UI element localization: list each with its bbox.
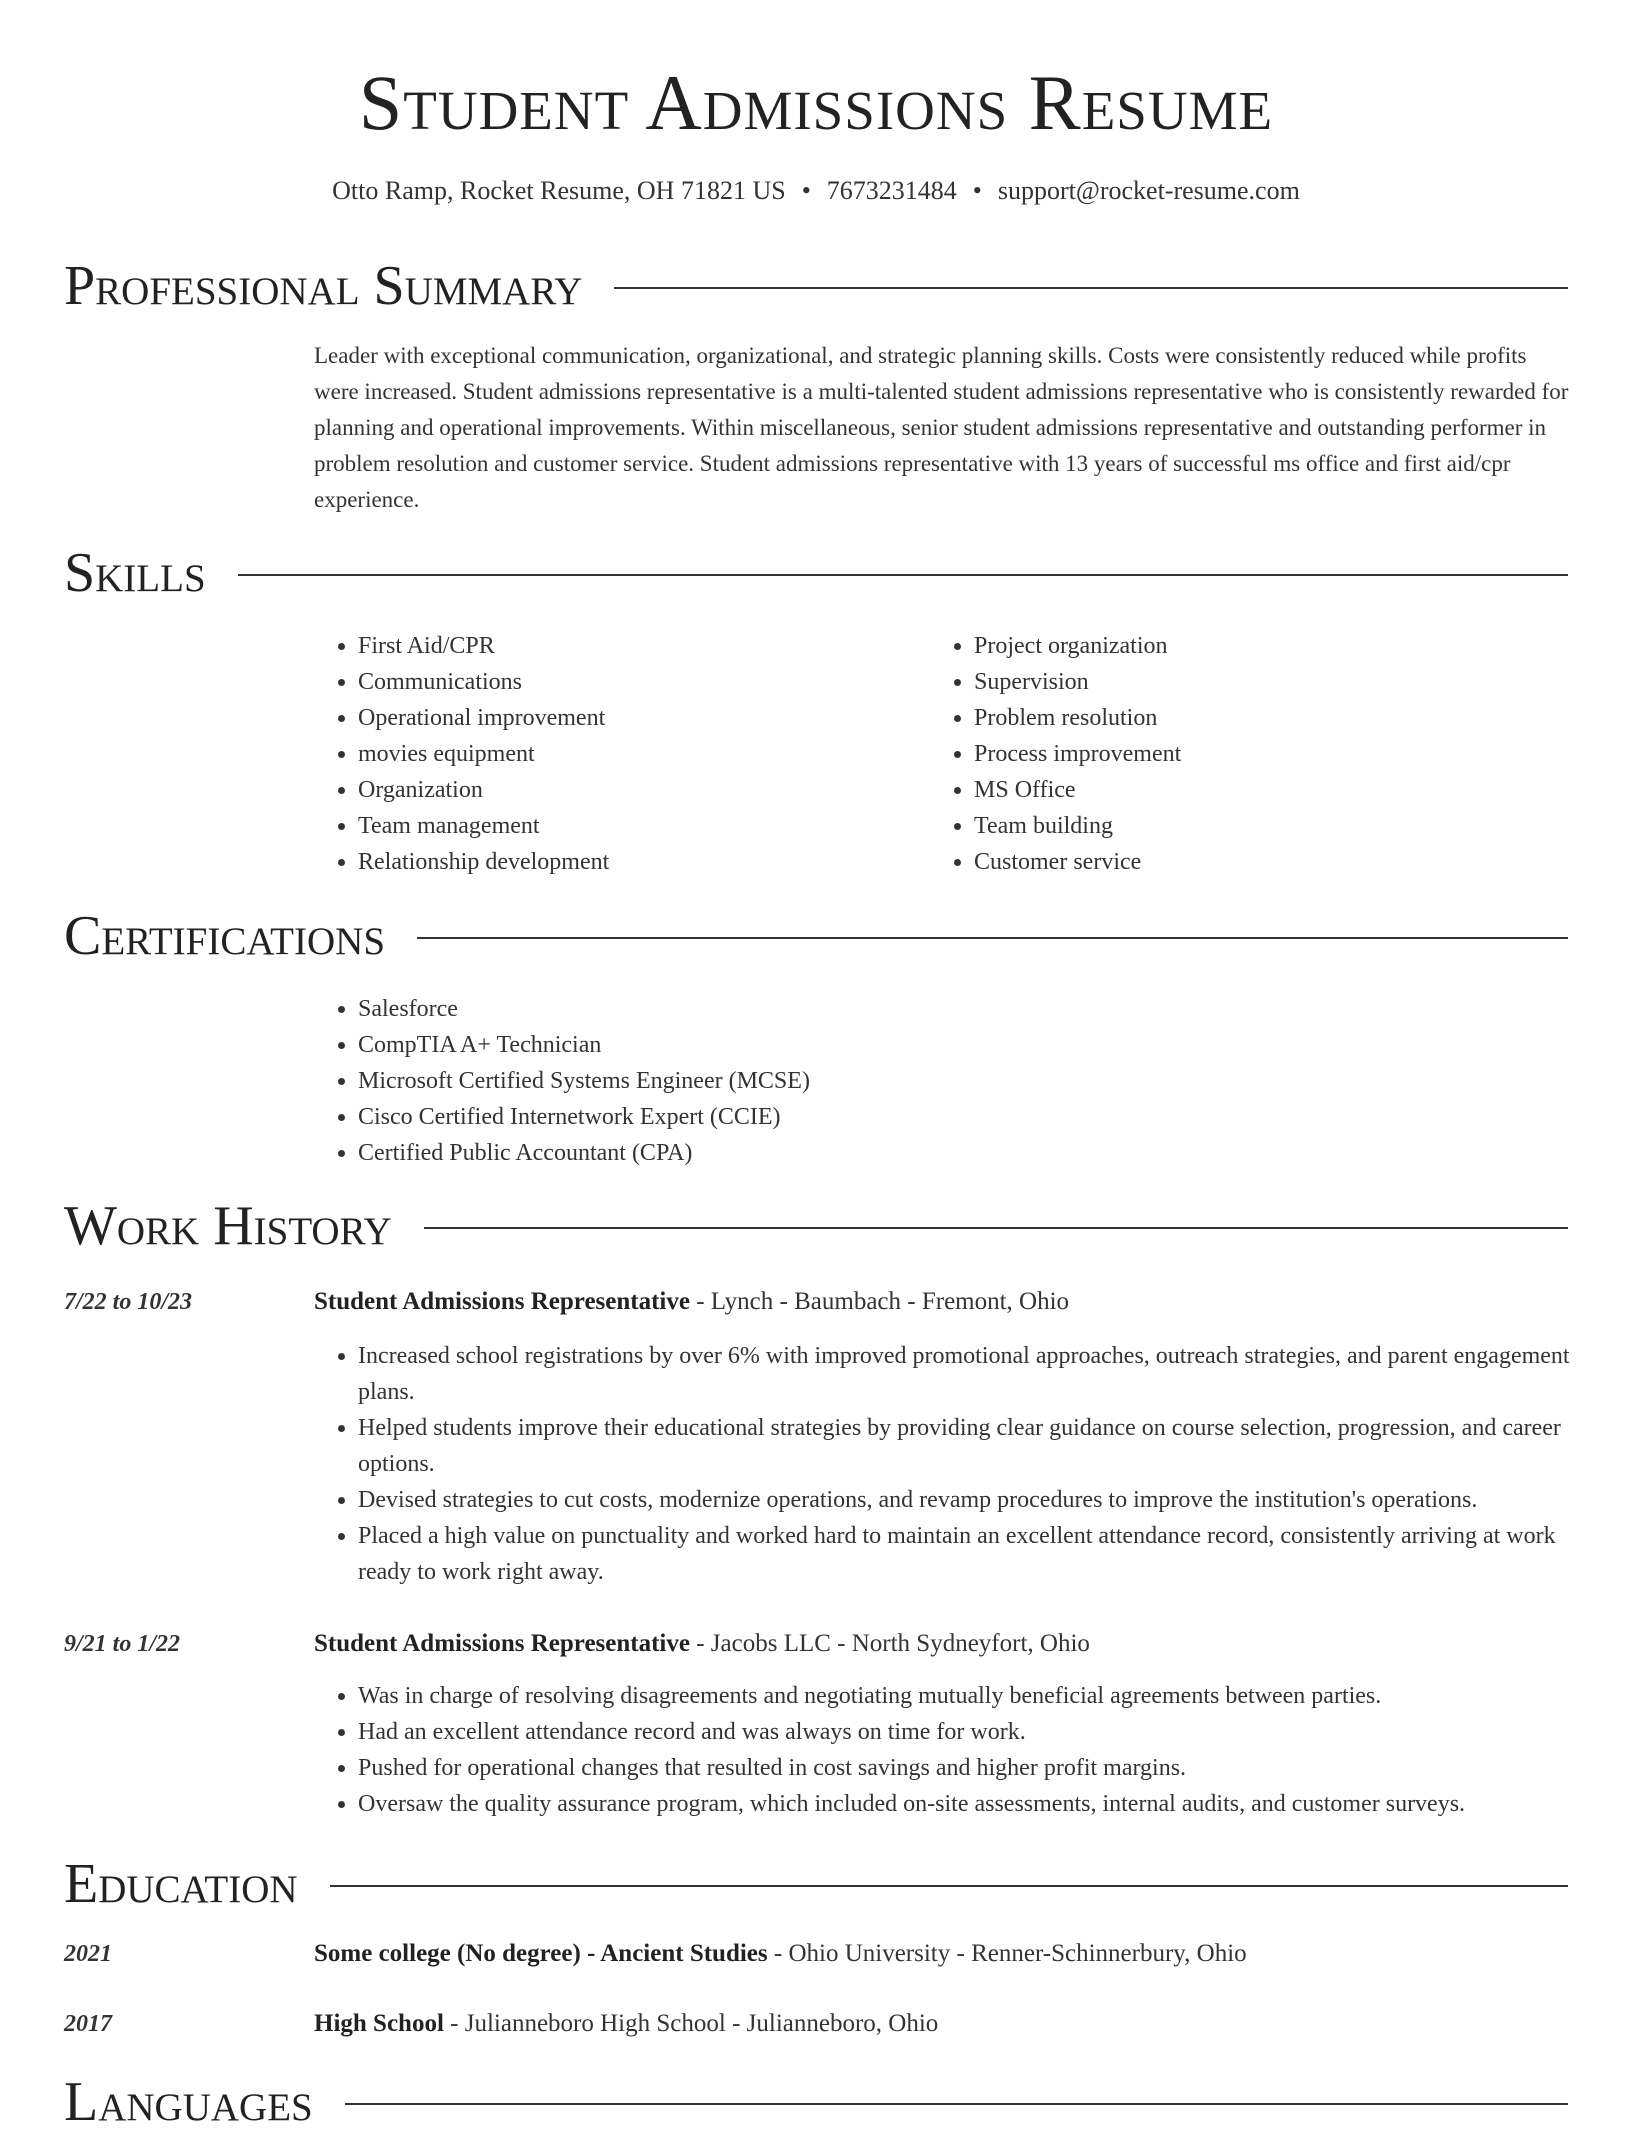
job-dates: 9/21 to 1/22 xyxy=(64,1631,181,1657)
contact-address: Otto Ramp, Rocket Resume, OH 71821 US xyxy=(332,176,786,205)
skills-section-header xyxy=(64,541,1568,605)
education-year: 2017 xyxy=(64,2011,112,2037)
certification-item: • Certified Public Accountant (CPA) xyxy=(358,1135,1514,1171)
job-title: Student Admissions Representative xyxy=(314,1630,690,1657)
job-bullets xyxy=(314,1678,1574,1822)
section-divider xyxy=(417,937,1568,939)
skill-item: • Operational improvement xyxy=(358,700,914,736)
education-school: - Ohio University - Renner-Schinnerbury, Ohio xyxy=(767,1940,1247,1967)
section-divider xyxy=(424,1227,1568,1229)
section-title: Education xyxy=(64,1853,298,1915)
contact-email: support@rocket-resume.com xyxy=(997,176,1300,205)
skill-item: • MS Office xyxy=(974,772,1530,808)
education-school: - Julianneboro High School - Julianneboro, Ohio xyxy=(443,2010,939,2037)
job-employer: - Lynch - Baumbach - Fremont, Ohio xyxy=(689,1288,1070,1315)
job-bullet: • Helped students improve their educational strategies by providing clear guidance on course selection, progression, and career options. xyxy=(358,1410,1574,1482)
section-divider xyxy=(614,287,1568,289)
job-bullet: • Increased school registrations by over 6% with improved promotional approaches, outreach strategies, and parent engagement plans. xyxy=(358,1338,1574,1410)
education-section-header xyxy=(64,1852,1568,1916)
education-degree: Some college (No degree) - Ancient Studies xyxy=(314,1940,768,1967)
education-entry xyxy=(314,2006,938,2042)
resume-title: Student Admissions Resume xyxy=(358,59,1274,146)
skill-item: • First Aid/CPR xyxy=(358,628,914,664)
skill-item: • Problem resolution xyxy=(974,700,1530,736)
languages-section-header xyxy=(64,2070,1568,2134)
certification-item: • Microsoft Certified Systems Engineer (MCSE) xyxy=(358,1063,1514,1099)
summary-section-header xyxy=(64,254,1568,318)
contact-phone: 7673231484 xyxy=(826,176,957,205)
skill-item: • Team building xyxy=(974,808,1530,844)
skills-column-right xyxy=(930,628,1530,880)
skill-item: • Team management xyxy=(358,808,914,844)
job-employer: - Jacobs LLC - North Sydneyfort, Ohio xyxy=(689,1630,1090,1657)
contact-separator: • xyxy=(972,176,982,205)
job-bullet: • Devised strategies to cut costs, modernize operations, and revamp procedures to improve the institution's operations. xyxy=(358,1482,1574,1518)
education-year: 2021 xyxy=(64,1941,112,1967)
job-bullet: • Was in charge of resolving disagreements and negotiating mutually beneficial agreements between parties. xyxy=(358,1678,1574,1714)
certification-item: • Salesforce xyxy=(358,991,1514,1027)
section-divider xyxy=(330,1885,1568,1887)
skill-item: • Process improvement xyxy=(974,736,1530,772)
contact-separator: • xyxy=(801,176,811,205)
section-title: Work History xyxy=(64,1195,392,1257)
job-bullets xyxy=(314,1338,1574,1590)
section-title: Languages xyxy=(64,2071,313,2133)
section-title: Professional Summary xyxy=(64,255,583,317)
job-dates: 7/22 to 10/23 xyxy=(64,1289,193,1315)
job-heading xyxy=(314,1284,1069,1320)
skill-item: • Customer service xyxy=(974,844,1530,880)
section-divider xyxy=(238,574,1568,576)
certifications-section-header xyxy=(64,904,1568,968)
skill-item: • Communications xyxy=(358,664,914,700)
summary-text: Leader with exceptional communication, organizational, and strategic planning skills. Costs were consistently reduced while profits were increased. Student admissions representative is a multi-talented student admissions representative who is consistently rewarded for planning and operational improvements. Within miscellaneous, senior student admissions representative and outstanding performer in problem resolution and customer service. Student admissions representative with 13 years of successful ms office and first aid/cpr experience. xyxy=(314,343,1569,512)
certifications-list xyxy=(314,991,1514,1171)
section-title: Skills xyxy=(64,542,206,604)
certification-item: • Cisco Certified Internetwork Expert (CCIE) xyxy=(358,1099,1514,1135)
skill-item: • movies equipment xyxy=(358,736,914,772)
skill-item: • Organization xyxy=(358,772,914,808)
job-heading xyxy=(314,1626,1090,1662)
skills-column-left xyxy=(314,628,914,880)
section-title: Certifications xyxy=(64,905,386,967)
education-entry xyxy=(314,1936,1247,1972)
certification-item: • CompTIA A+ Technician xyxy=(358,1027,1514,1063)
job-bullet: • Had an excellent attendance record and was always on time for work. xyxy=(358,1714,1574,1750)
contact-line xyxy=(0,174,1632,208)
skill-item: • Supervision xyxy=(974,664,1530,700)
education-degree: High School xyxy=(314,2010,444,2037)
work-history-section-header xyxy=(64,1194,1568,1258)
job-bullet: • Pushed for operational changes that resulted in cost savings and higher profit margins. xyxy=(358,1750,1574,1786)
section-divider xyxy=(345,2103,1568,2105)
job-title: Student Admissions Representative xyxy=(314,1288,690,1315)
skill-item: • Relationship development xyxy=(358,844,914,880)
job-bullet: • Oversaw the quality assurance program, which included on-site assessments, internal audits, and customer surveys. xyxy=(358,1786,1574,1822)
job-bullet: • Placed a high value on punctuality and worked hard to maintain an excellent attendance record, consistently arriving at work ready to work right away. xyxy=(358,1518,1574,1590)
skill-item: • Project organization xyxy=(974,628,1530,664)
